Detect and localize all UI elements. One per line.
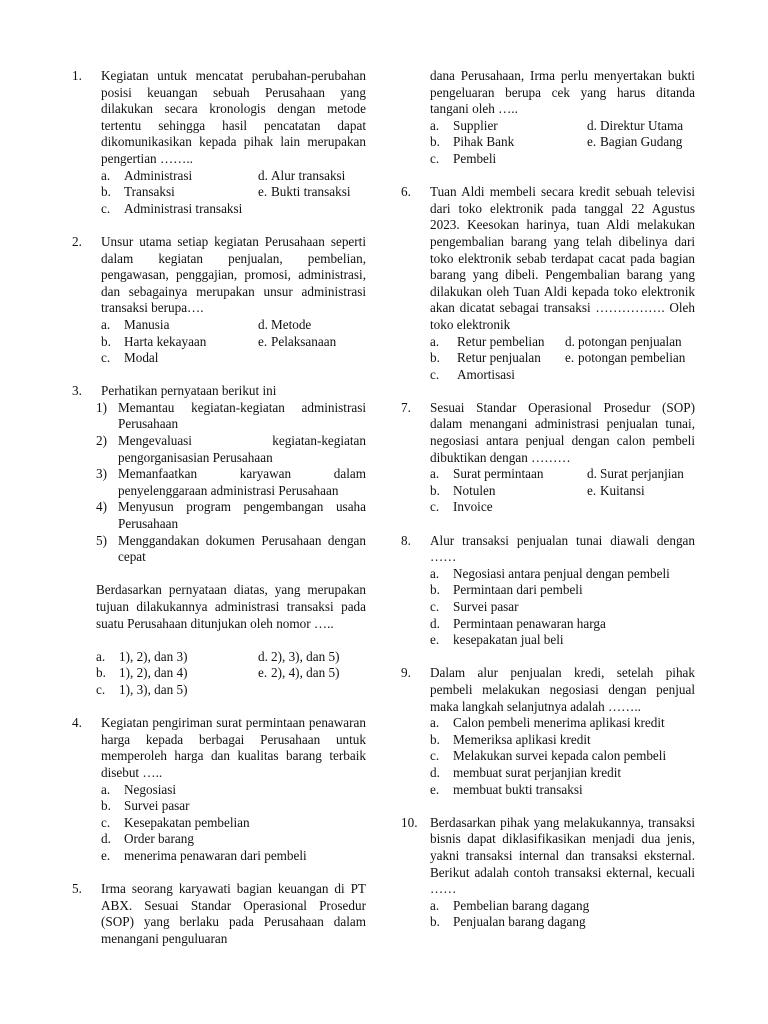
question-10 <box>401 815 695 931</box>
list-item <box>96 433 366 466</box>
option-letter: d. <box>101 831 111 847</box>
option-letter: c. <box>430 499 440 515</box>
option-letter: b. <box>101 184 111 200</box>
option-text: Modal <box>124 350 159 366</box>
option-text: 1), 3), dan 5) <box>119 681 188 697</box>
option-letter: b. <box>101 798 111 814</box>
question-number: 3. <box>72 383 82 399</box>
option-text: Negosiasi antara penjual dengan pembeli <box>453 565 670 581</box>
option-text: Order barang <box>124 831 194 847</box>
question-number: 5. <box>72 881 82 897</box>
option-text: Notulen <box>453 482 496 498</box>
option-letter: d. <box>565 333 575 349</box>
question-9 <box>401 665 695 798</box>
option-letter: e. <box>258 184 268 200</box>
option-text: Calon pembeli menerima aplikasi kredit <box>453 715 665 731</box>
option-letter: b. <box>430 914 440 930</box>
option-text: Transaksi <box>124 184 175 200</box>
option-text: Survei pasar <box>453 599 519 614</box>
option-letter: b. <box>96 665 106 681</box>
option-text: kesepakatan jual beli <box>453 632 564 648</box>
option-text: Penjualan barang dagang <box>453 914 586 930</box>
option-text: Pihak Bank <box>453 134 515 150</box>
answer-options <box>430 466 695 516</box>
option-letter: e. <box>587 482 597 498</box>
option-text: Kesepakatan pembelian <box>124 814 250 830</box>
question-number: 4. <box>72 715 82 731</box>
question-1 <box>72 68 366 217</box>
answer-options <box>430 566 695 649</box>
option-letter: d. <box>258 648 268 664</box>
item-text: Menggandakan dokumen Perusahaan dengan cepat <box>118 532 366 565</box>
item-text: Memanfaatkan karyawan dalam penyelenggaraan administrasi Perusahaan <box>118 466 366 498</box>
answer-options <box>430 898 695 931</box>
answer-options <box>430 118 695 168</box>
option-text: menerima penawaran dari pembeli <box>124 847 307 863</box>
answer-options <box>96 649 366 699</box>
answer-options <box>430 334 695 384</box>
question-text: Irma seorang karyawati bagian keuangan di PT ABX. Sesuai Standar Operasional Prosedur (SOP) yang berlaku pada Perusahaan dalam menangani penguluaran <box>101 881 366 946</box>
question-text: Tuan Aldi membeli secara kredit sebuah televisi dari toko elektronik pada tanggal 22 Agustus 2023. Keesokan harinya, tuan Aldi melakukan pengembalian barang yang telah dibelinya dari toko elektronik sebab terdapat cacat pada bagian barang yang dibeli. Pengembalian barang yang dilakukan oleh Tuan Aldi kepada toko elektronik akan dicatat sebagai transaksi ……………. Oleh toko elektronik <box>430 184 695 332</box>
option-letter: c. <box>96 681 106 697</box>
option-letter: c. <box>430 599 440 614</box>
question-text: Kegiatan pengiriman surat permintaan penawaran harga kepada berbagai Perusahaan untuk memperoleh harga dan kualitas barang terbaik disebut ….. <box>101 715 366 780</box>
question-4 <box>72 715 366 864</box>
option-letter: c. <box>430 748 440 764</box>
question-text: Kegiatan untuk mencatat perubahan-perubahan posisi keuangan sebuah Perusahaan yang dilakukan secara kronologis dengan metode tertentu sehingga hasil pencatatan dapat dikomunikasikan kepada pihak lain merupakan pengertian …….. <box>101 68 366 166</box>
question-number: 9. <box>401 665 411 681</box>
option-text: 1), 2), dan 3) <box>119 648 188 664</box>
option-letter: b. <box>430 134 440 150</box>
question-text: Dalam alur penjualan kredi, setelah pihak pembeli melakukan negosiasi dengan penjual maka langkah selanjutnya adalah …….. <box>430 665 695 714</box>
answer-options <box>101 168 366 218</box>
option-text: Permintaan penawaran harga <box>453 615 606 631</box>
option-letter: c. <box>101 200 111 216</box>
question-8 <box>401 533 695 649</box>
list-item <box>96 400 366 433</box>
option-letter: e. <box>565 350 575 366</box>
item-number: 5) <box>96 532 107 548</box>
option-text: Retur penjualan <box>457 350 541 366</box>
option-letter: a. <box>96 648 106 664</box>
option-text: potongan penjualan <box>578 333 682 349</box>
option-letter: e. <box>258 665 268 681</box>
option-text: Administrasi transaksi <box>124 200 243 216</box>
option-letter: e. <box>587 134 597 150</box>
option-letter: e. <box>101 847 111 863</box>
item-number: 3) <box>96 466 107 482</box>
question-text: Unsur utama setiap kegiatan Perusahaan seperti dalam kegiatan penjualan, pembelian, pengawasan, penggajian, promosi, administrasi, dan sebagainya merupakan unsur administrasi transaksi berupa…. <box>101 233 366 316</box>
option-letter: e. <box>258 333 268 349</box>
option-letter: d. <box>587 117 597 133</box>
option-letter: c. <box>430 366 440 382</box>
question-number: 10. <box>401 814 418 830</box>
option-text: membuat surat perjanjian kredit <box>453 764 622 780</box>
question-5 <box>72 881 366 947</box>
option-letter: a. <box>101 167 111 183</box>
option-text: Pembelian barang dagang <box>453 897 590 913</box>
option-text: Amortisasi <box>457 366 515 382</box>
list-item <box>96 499 366 532</box>
option-text: 2), 3), dan 5) <box>271 648 340 664</box>
option-text: Negosiasi <box>124 781 177 797</box>
option-text: Harta kekayaan <box>124 333 207 349</box>
option-letter: d. <box>258 167 268 183</box>
question-paragraph: Berdasarkan pernyataan diatas, yang merupakan tujuan dilakukannya administrasi transaksi pada suatu Perusahaan ditunjukan oleh nomor ….. <box>96 582 366 631</box>
option-text: Manusia <box>124 316 170 332</box>
question-number: 6. <box>401 184 411 200</box>
option-letter: a. <box>430 897 440 913</box>
option-letter: a. <box>430 466 440 482</box>
option-letter: d. <box>430 615 440 631</box>
item-number: 2) <box>96 433 107 449</box>
option-letter: e. <box>430 632 440 648</box>
question-number: 7. <box>401 399 411 415</box>
option-letter: a. <box>430 117 440 133</box>
question-2 <box>72 234 366 367</box>
option-text: Pembeli <box>453 150 497 166</box>
option-text: membuat bukti transaksi <box>453 781 583 797</box>
option-letter: b. <box>430 482 440 498</box>
question-6 <box>401 184 695 383</box>
option-letter: c. <box>430 150 440 166</box>
question-text: dana Perusahaan, Irma perlu menyertakan bukti pengeluaran berupa cek yang harus ditanda tangani oleh ….. <box>430 68 695 117</box>
item-number: 4) <box>96 499 107 515</box>
option-letter: d. <box>587 466 597 482</box>
option-text: Melakukan survei kepada calon pembeli <box>453 748 667 764</box>
option-text: Alur transaksi <box>271 167 346 183</box>
answer-options <box>101 782 366 865</box>
option-text: Surat permintaan <box>453 466 544 482</box>
option-text: Supplier <box>453 117 498 133</box>
option-text: Administrasi <box>124 167 193 183</box>
item-text: Mengevaluasi kegiatan-kegiatan pengorganisasian Perusahaan <box>118 433 366 465</box>
option-text: Direktur Utama <box>600 117 684 133</box>
right-column <box>401 68 695 947</box>
option-letter: b. <box>430 582 440 598</box>
option-letter: c. <box>101 814 111 830</box>
question-number: 8. <box>401 532 411 548</box>
item-text: Memantau kegiatan-kegiatan administrasi Perusahaan <box>118 399 366 432</box>
option-text: 2), 4), dan 5) <box>271 665 340 681</box>
option-letter: e. <box>430 781 440 797</box>
option-text: Metode <box>271 316 312 332</box>
question-number: 2. <box>72 233 82 249</box>
option-text: 1), 2), dan 4) <box>119 665 188 681</box>
option-letter: a. <box>101 781 111 797</box>
option-text: Permintaan dari pembeli <box>453 582 583 598</box>
list-item <box>96 533 366 566</box>
left-column <box>72 68 366 964</box>
answer-options <box>101 317 366 367</box>
option-letter: b. <box>101 333 111 349</box>
statement-list <box>96 400 366 566</box>
option-text: Kuitansi <box>600 482 645 498</box>
list-item <box>96 466 366 499</box>
option-text: potongan pembelian <box>578 350 686 366</box>
option-letter: a. <box>101 316 111 332</box>
item-number: 1) <box>96 399 107 415</box>
option-letter: b. <box>430 731 440 747</box>
question-text: Berdasarkan pihak yang melakukannya, transaksi bisnis dapat diklasifikasikan menjadi dua jenis, yakni transaksi internal dan transaksi eksternal. Berikut adalah contoh transaksi ekternal, kecuali …… <box>430 814 695 897</box>
option-text: Memeriksa aplikasi kredit <box>453 731 591 747</box>
question-number: 1. <box>72 68 82 83</box>
option-text: Bagian Gudang <box>600 134 683 150</box>
item-text: Menyusun program pengembangan usaha Perusahaan <box>118 499 366 532</box>
option-text: Surat perjanjian <box>600 466 684 482</box>
option-text: Bukti transaksi <box>271 184 351 200</box>
question-5-continued <box>401 68 695 168</box>
option-text: Survei pasar <box>124 798 190 814</box>
option-letter: a. <box>430 715 440 731</box>
answer-options <box>430 715 695 798</box>
option-text: Retur pembelian <box>457 333 545 349</box>
option-letter: b. <box>430 350 440 366</box>
option-letter: a. <box>430 333 440 349</box>
option-text: Invoice <box>453 499 493 515</box>
question-7 <box>401 400 695 516</box>
option-letter: a. <box>430 565 440 581</box>
question-text: Perhatikan pernyataan berikut ini <box>101 383 277 399</box>
question-3 <box>72 383 366 698</box>
option-letter: d. <box>430 764 440 780</box>
option-letter: d. <box>258 316 268 332</box>
question-text: Alur transaksi penjualan tunai diawali dengan …… <box>430 532 695 565</box>
option-letter: c. <box>101 350 111 366</box>
option-text: Pelaksanaan <box>271 333 337 349</box>
question-text: Sesuai Standar Operasional Prosedur (SOP) dalam menangani administrasi penjualan tunai, negosiasi antara penjual dengan calon pembeli dibuktikan dengan ……… <box>430 399 695 465</box>
